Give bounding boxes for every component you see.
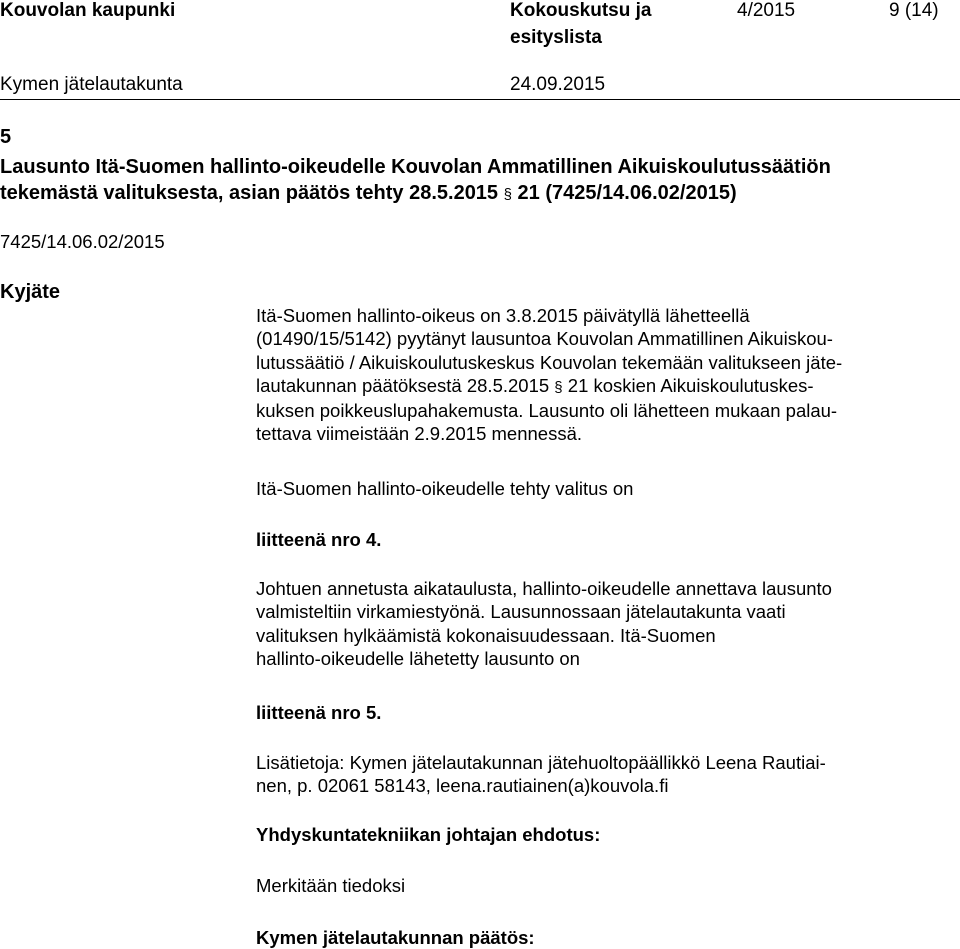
paragraph-statement	[256, 577, 832, 670]
header-divider	[0, 99, 960, 100]
item-number: 5	[0, 126, 12, 148]
diary-number: 7425/14.06.02/2015	[0, 231, 165, 252]
decision-heading: Kymen jätelautakunnan päätös:	[256, 927, 535, 948]
page-number: 9 (14)	[889, 0, 939, 21]
proposal-text: Merkitään tiedoksi	[256, 875, 406, 896]
proposal-heading: Yhdyskuntatekniikan johtajan ehdotus:	[256, 824, 601, 845]
text-segment: lautakunnan päätöksestä 28.5.2015	[256, 374, 550, 396]
attachment-5: liitteenä nro 5.	[256, 702, 382, 723]
text-line: (01490/15/5142) pyytänyt lausuntoa Kouvolan Ammatillinen Aikuiskou-	[256, 328, 833, 350]
meeting-date: 24.09.2015	[510, 74, 606, 95]
document-type-line2: esityslista	[510, 27, 602, 48]
text-line: hallinto-oikeudelle lähetetty lausunto on	[256, 647, 580, 669]
paragraph-request	[256, 304, 842, 446]
preparer-label: Kyjäte	[0, 281, 61, 303]
section-mark: §	[503, 186, 512, 203]
text-line: Itä-Suomen hallinto-oikeus on 3.8.2015 päivätyllä lähetteellä	[256, 305, 750, 326]
meeting-number: 4/2015	[737, 0, 796, 21]
contact-info	[256, 751, 826, 798]
document-type-line1: Kokouskutsu ja	[510, 0, 652, 21]
text-line: nen, p. 02061 58143, leena.rautiainen(a)kouvola.fi	[256, 775, 669, 797]
item-title-line2-b: 21 (7425/14.06.02/2015)	[517, 182, 737, 204]
item-title-line2	[0, 181, 737, 207]
organization-name: Kouvolan kaupunki	[0, 0, 176, 21]
text-line: Lisätietoja: Kymen jätelautakunnan jätehuoltopäällikkö Leena Rautiai-	[256, 752, 826, 773]
item-title-line1: Lausunto Itä-Suomen hallinto-oikeudelle Kouvolan Ammatillinen Aikuiskoulutussäätiön	[0, 156, 831, 178]
text-line: valituksen hylkäämistä kokonaisuudessaan. Itä-Suomen	[256, 624, 716, 646]
attachment-4: liitteenä nro 4.	[256, 529, 382, 550]
text-line: kuksen poikkeuslupahakemusta. Lausunto oli lähetteen mukaan palau-	[256, 400, 838, 422]
text-line: tettava viimeistään 2.9.2015 mennessä.	[256, 423, 582, 445]
text-line: valmisteltiin virkamiestyönä. Lausunnossaan jätelautakunta vaati	[256, 601, 786, 623]
text-line: Johtuen annetusta aikataulusta, hallinto-oikeudelle annettava lausunto	[256, 578, 832, 599]
paragraph-appeal: Itä-Suomen hallinto-oikeudelle tehty valitus on	[256, 478, 634, 499]
section-mark: §	[554, 378, 563, 396]
text-line	[256, 374, 842, 399]
text-line: lutussäätiö / Aikuiskoulutuskeskus Kouvolan tekemään valitukseen jäte-	[256, 351, 843, 373]
committee-name: Kymen jätelautakunta	[0, 74, 183, 95]
item-title-line2-a: tekemästä valituksesta, asian päätös tehty 28.5.2015	[0, 182, 499, 204]
text-segment: 21 koskien Aikuiskoulutuskes-	[567, 374, 814, 396]
